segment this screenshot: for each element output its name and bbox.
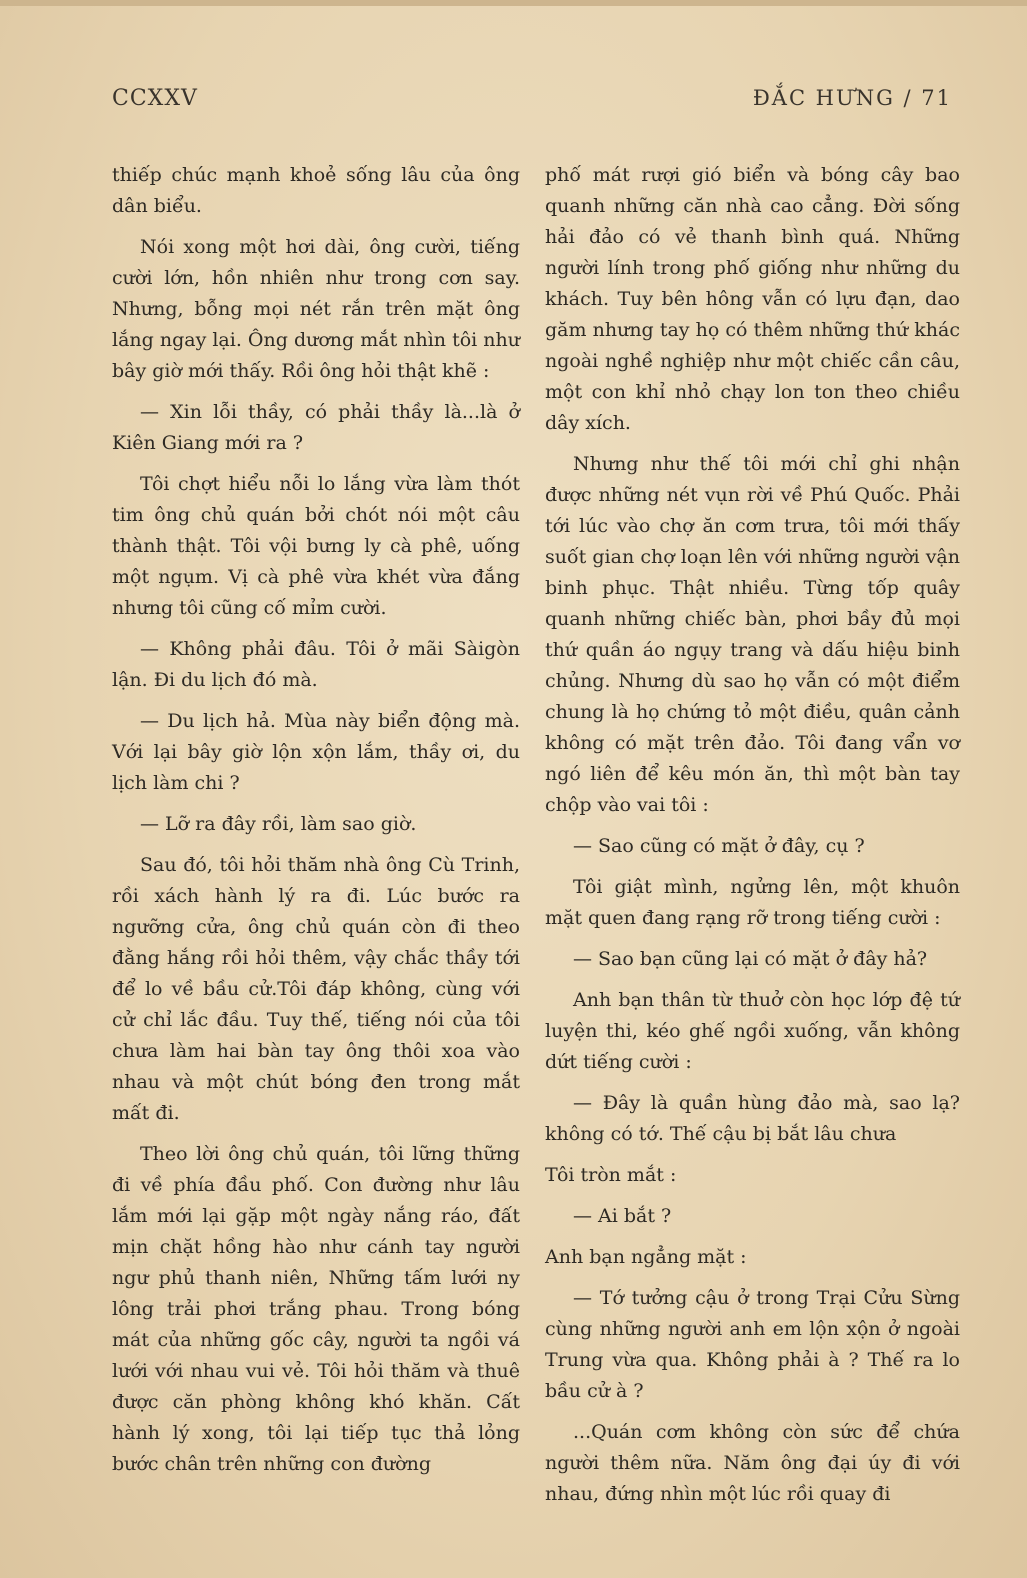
paragraph: Anh bạn thân từ thuở còn học lớp đệ tứ luyện thi, kéo ghế ngồi xuống, vẫn không dứt tiếng cười :	[545, 989, 960, 1073]
paragraph: Tôi tròn mắt :	[545, 1164, 677, 1186]
paragraph: — Đây là quần hùng đảo mà, sao lạ? không có tớ. Thế cậu bị bắt lâu chưa	[545, 1092, 960, 1145]
running-title: ĐẮC HƯNG / 71	[752, 86, 952, 110]
paragraph: Tôi giật mình, ngửng lên, một khuôn mặt quen đang rạng rỡ trong tiếng cười :	[545, 876, 960, 929]
left-column	[112, 160, 520, 1490]
page-top-edge	[0, 0, 1027, 6]
paragraph: — Sao bạn cũng lại có mặt ở đây hả?	[573, 948, 928, 970]
paragraph: — Xin lỗi thầy, có phải thầy là...là ở Kiên Giang mới ra ?	[112, 401, 520, 454]
page-header	[112, 86, 952, 122]
paragraph: — Ai bắt ?	[573, 1205, 672, 1227]
right-column	[545, 160, 960, 1520]
paragraph: — Lỡ ra đây rồi, làm sao giờ.	[140, 813, 417, 835]
paragraph: Anh bạn ngẳng mặt :	[545, 1246, 747, 1268]
paragraph: Nhưng như thế tôi mới chỉ ghi nhận được những nét vụn rời về Phú Quốc. Phải tới lúc vào chợ ăn cơm trưa, tôi mới thấy suốt gian chợ loạn lên với những người vận binh phục. Thật nhiều. Từng tốp quây quanh những chiếc bàn, phơi bầy đủ mọi thứ quần áo ngụy trang và dấu hiệu binh chủng. Nhưng dù sao họ vẫn có một điểm chung là họ chứng tỏ một điều, quân cảnh không có mặt trên đảo. Tôi đang vẩn vơ ngó liên để kêu món ăn, thì một bàn tay chộp vào vai tôi :	[545, 453, 960, 816]
paragraph: Theo lời ông chủ quán, tôi lững thững đi về phía đầu phố. Con đường như lâu lắm mới lại gặp một ngày nắng ráo, đất mịn chặt hồng hào như cánh tay người ngư phủ thanh niên, Những tấm lưới ny lông trải phơi trắng phau. Trong bóng mát của những gốc cây, người ta ngồi vá lưới với nhau vui vẻ. Tôi hỏi thăm và thuê được căn phòng không khó khăn. Cất hành lý xong, tôi lại tiếp tục thả lỏng bước chân trên những con đường	[112, 1143, 520, 1475]
paragraph: Nói xong một hơi dài, ông cười, tiếng cười lớn, hồn nhiên như trong cơn say. Nhưng, bỗng mọi nét rắn trên mặt ông lắng ngay lại. Ông dương mắt nhìn tôi như bây giờ mới thấy. Rồi ông hỏi thật khẽ :	[112, 236, 520, 382]
paragraph: phố mát rượi gió biển và bóng cây bao quanh những căn nhà cao cẳng. Đời sống hải đảo có vẻ thanh bình quá. Những người lính trong phố giống như những du khách. Tuy bên hông vẫn có lựu đạn, dao găm nhưng tay họ có thêm những thứ khác ngoài nghề nghiệp như một chiếc cần câu, một con khỉ nhỏ chạy lon ton theo chiều dây xích.	[545, 164, 960, 434]
paragraph: — Tớ tưởng cậu ở trong Trại Cửu Sừng cùng những người anh em lộn xộn ở ngoài Trung vừa qua. Không phải à ? Thế ra lo bầu cử à ?	[545, 1287, 960, 1402]
paragraph: ...Quán cơm không còn sức để chứa người thêm nữa. Năm ông đại úy đi với nhau, đứng nhìn một lúc rồi quay đi	[545, 1421, 960, 1505]
chapter-number: CCXXV	[112, 86, 198, 111]
paragraph: — Không phải đâu. Tôi ở mãi Sàigòn lận. Đi du lịch đó mà.	[112, 638, 520, 691]
paragraph: Tôi chợt hiểu nỗi lo lắng vừa làm thót tim ông chủ quán bởi chót nói một câu thành thật. Tôi vội bưng ly cà phê, uống một ngụm. Vị cà phê vừa khét vừa đắng nhưng tôi cũng cố mỉm cười.	[112, 473, 520, 619]
paragraph: — Sao cũng có mặt ở đây, cụ ?	[573, 835, 865, 857]
paragraph: — Du lịch hả. Mùa này biển động mà. Với lại bây giờ lộn xộn lắm, thầy ơi, du lịch làm chi ?	[112, 710, 520, 794]
paragraph: Sau đó, tôi hỏi thăm nhà ông Cù Trinh, rồi xách hành lý ra đi. Lúc bước ra ngưỡng cửa, ông chủ quán còn đi theo đằng hắng rồi hỏi thêm, vậy chắc thầy tới để lo về bầu cử.Tôi đáp không, cùng với cử chỉ lắc đầu. Tuy thế, tiếng nói của tôi chưa làm hai bàn tay ông thôi xoa vào nhau và một chút bóng đen trong mắt mất đi.	[112, 854, 520, 1124]
paragraph: thiếp chúc mạnh khoẻ sống lâu của ông dân biểu.	[112, 164, 520, 217]
